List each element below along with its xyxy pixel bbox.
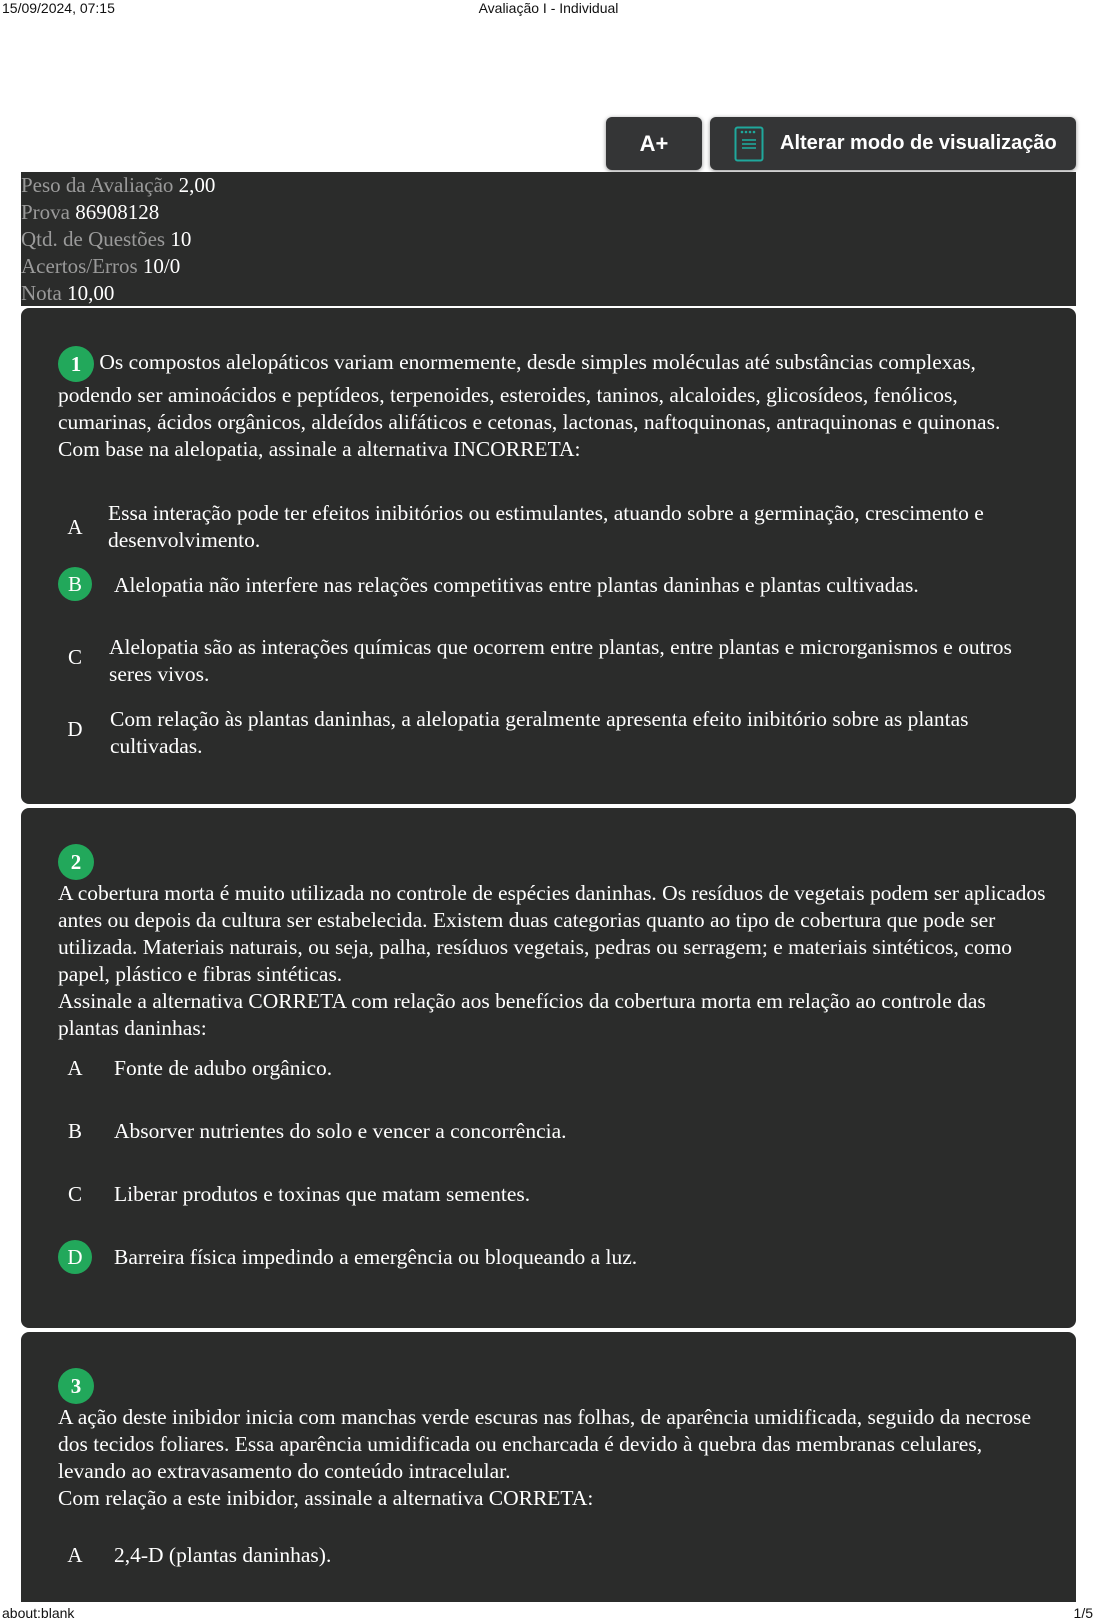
summary-score-label: Acertos/Erros <box>21 254 138 278</box>
option-text: Alelopatia são as interações químicas que ocorrem entre plantas, entre plantas e microrganismos e outros seres vivos. <box>109 635 1012 686</box>
summary-exam-value: 86908128 <box>75 200 160 224</box>
option-letter: D <box>67 717 83 741</box>
question-number-badge: 2 <box>58 844 94 880</box>
document-icon <box>734 126 764 162</box>
summary-weight <box>21 172 1076 199</box>
option-letter: C <box>67 1182 82 1206</box>
summary-exam-label: Prova <box>21 200 70 224</box>
question-card-3 <box>21 1332 1076 1602</box>
option-letter: A <box>67 515 83 539</box>
option-text: 2,4-D (plantas daninhas). <box>114 1543 332 1567</box>
summary-exam <box>21 199 1076 226</box>
question-number-badge: 3 <box>58 1368 94 1404</box>
question-statement: Os compostos alelopáticos variam enormemente, desde simples moléculas até substâncias complexas, podendo ser aminoácidos e peptídeos, terpenoides, esteroides, taninos, alcaloides, glicosídeos, fenólicos, cumarinas, ácidos orgânicos, aldeídos alifáticos e cetonas, lactonas, naftoquinonas, antraquinonas e quinonas. Com base na alelopatia, assinale a alternativa INCORRETA: <box>58 349 1001 461</box>
option-letter: A <box>67 1056 83 1080</box>
print-footer <box>0 1603 1097 1621</box>
option-text: Alelopatia não interfere nas relações competitivas entre plantas daninhas e plantas cultivadas. <box>114 573 919 597</box>
summary-questions <box>21 226 1076 253</box>
question-instruction: Assinale a alternativa CORRETA com relação aos benefícios da cobertura morta em relação ao controle das plantas daninhas: <box>58 989 986 1040</box>
exam-summary <box>21 172 1076 306</box>
font-size-button[interactable] <box>606 117 702 170</box>
option-text: Fonte de adubo orgânico. <box>114 1056 333 1080</box>
question-instruction: Com relação a este inibidor, assinale a alternativa CORRETA: <box>58 1486 594 1510</box>
font-size-label: A+ <box>639 130 669 156</box>
question-card-2 <box>21 808 1076 1328</box>
option-text: Com relação às plantas daninhas, a alelopatia geralmente apresenta efeito inibitório sobre as plantas cultivadas. <box>110 707 969 758</box>
change-view-mode-label: Alterar modo de visualização <box>780 132 1057 154</box>
option-text: Absorver nutrientes do solo e vencer a concorrência. <box>114 1119 567 1143</box>
print-page-number: 1/5 <box>1073 1605 1093 1621</box>
summary-questions-label: Qtd. de Questões <box>21 227 166 251</box>
question-text <box>58 1368 1046 1512</box>
option-letter-correct: B <box>58 567 92 601</box>
question-statement: A ação deste inibidor inicia com manchas verde escuras nas folhas, de aparência umidificada, seguido da necrose dos tecidos foliares. Essa aparência umidificada ou encharcada é devido à quebra das membranas celulares, levando ao extravasamento do conteúdo intracelular. <box>58 1405 1032 1483</box>
question-card-1 <box>21 308 1076 804</box>
summary-score <box>21 253 1076 280</box>
option-letter: A <box>67 1543 83 1567</box>
summary-score-value: 10/0 <box>142 254 181 278</box>
summary-weight-label: Peso da Avaliação <box>21 173 174 197</box>
summary-grade-label: Nota <box>21 281 62 305</box>
option-letter: B <box>67 1119 82 1143</box>
option-letter: C <box>67 645 82 669</box>
change-view-mode-button[interactable] <box>710 117 1076 170</box>
question-statement: A cobertura morta é muito utilizada no controle de espécies daninhas. Os resíduos de vegetais podem ser aplicados antes ou depois da cultura ser estabelecida. Existem duas categorias quanto ao tipo de cobertura que pode ser utilizada. Materiais naturais, ou seja, palha, resíduos vegetais, pedras ou serragem; e materiais sintéticos, como papel, plástico e fibras sintéticas. <box>58 881 1046 986</box>
print-url: about:blank <box>2 1605 75 1621</box>
summary-grade <box>21 280 1076 307</box>
option-text: Barreira física impedindo a emergência ou bloqueando a luz. <box>114 1245 638 1269</box>
print-header <box>0 0 1097 18</box>
question-text <box>58 844 1046 1042</box>
option-text: Liberar produtos e toxinas que matam sementes. <box>114 1182 531 1206</box>
question-text <box>58 346 1046 463</box>
option-text: Essa interação pode ter efeitos inibitórios ou estimulantes, atuando sobre a germinação, crescimento e desenvolvimento. <box>108 501 984 552</box>
summary-weight-value: 2,00 <box>178 173 216 197</box>
summary-questions-value: 10 <box>170 227 192 251</box>
print-title: Avaliação I - Individual <box>478 0 619 16</box>
option-letter-correct: D <box>58 1240 92 1274</box>
print-datetime: 15/09/2024, 07:15 <box>2 0 115 16</box>
question-number-badge: 1 <box>58 346 94 382</box>
summary-grade-value: 10,00 <box>67 281 115 305</box>
